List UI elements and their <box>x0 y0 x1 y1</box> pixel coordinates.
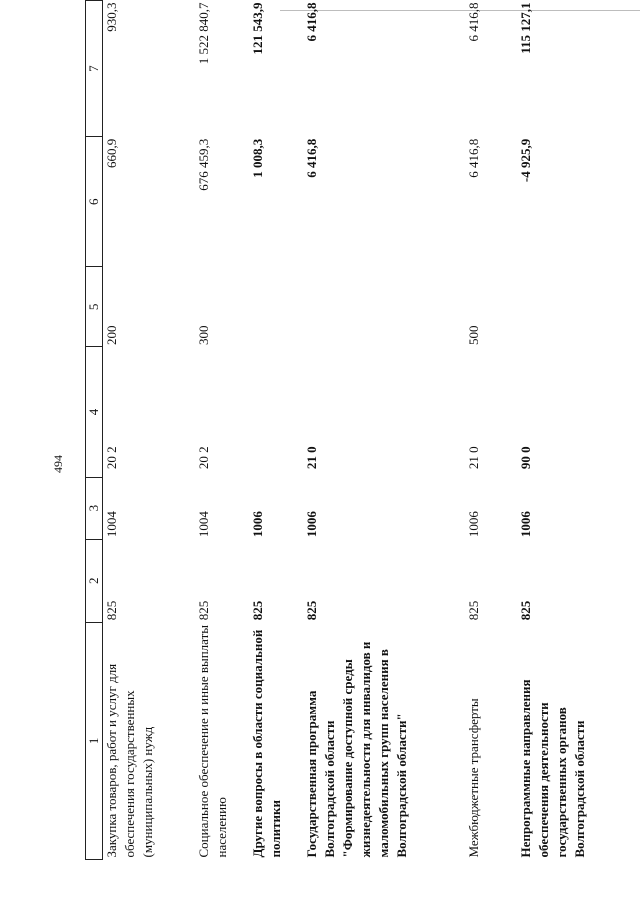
row-c6: 6 416,8 <box>466 138 481 178</box>
row-c5: 500 <box>466 325 481 345</box>
row-c4: 21 0 <box>466 446 481 470</box>
table-row <box>103 1 196 860</box>
row-c7: 6 416,8 <box>466 2 481 42</box>
table-row <box>517 1 595 860</box>
row-c4 <box>249 347 303 477</box>
table-row <box>249 1 303 860</box>
row-c5 <box>517 267 595 347</box>
row-c6: 1 008,3 <box>250 138 265 178</box>
row-name: Закупка товаров, работ и услуг для обеспечения государственных (муниципальных) нужд <box>104 663 155 858</box>
row-name: Социальное обеспечение и иные выплаты населению <box>196 624 229 858</box>
row-c5: 200 <box>104 325 119 345</box>
row-c6: 676 459,3 <box>196 138 211 191</box>
table-header-row <box>86 1 103 860</box>
row-c6: 660,9 <box>104 138 119 168</box>
row-c6: -4 925,9 <box>518 138 533 183</box>
row-c2: 825 <box>250 600 265 621</box>
table-row <box>195 1 249 860</box>
header-col-4: 4 <box>86 347 103 477</box>
row-name: Другие вопросы в области социальной политики <box>250 629 283 858</box>
row-c7: 121 543,9 <box>250 2 265 55</box>
row-c3: 1006 <box>304 511 319 538</box>
row-c4: 20 2 <box>104 446 119 470</box>
row-c7: 930,3 <box>104 2 119 32</box>
row-c4: 21 0 <box>304 446 319 470</box>
header-col-1: 1 <box>86 622 103 859</box>
header-col-5: 5 <box>86 267 103 347</box>
row-c7: 6 416,8 <box>304 2 319 42</box>
row-c3: 1006 <box>250 511 265 538</box>
row-c2: 825 <box>304 600 319 621</box>
row-c5 <box>249 267 303 347</box>
page-number: 494 <box>51 455 65 473</box>
row-name: Государственная программа Волгоградской области "Формирование доступной среды жизнедеятельности для инвалидов и маломобильных групп населения в Волгоградской области" <box>304 641 409 858</box>
header-col-2: 2 <box>86 539 103 622</box>
row-c5 <box>303 267 465 347</box>
row-c4: 90 0 <box>518 446 533 470</box>
row-c5: 300 <box>196 325 211 345</box>
header-col-7: 7 <box>86 1 103 137</box>
header-col-3: 3 <box>86 477 103 539</box>
row-c3: 1006 <box>466 511 481 538</box>
row-c7: 115 127,1 <box>518 2 533 54</box>
header-col-6: 6 <box>86 137 103 267</box>
row-c3: 1004 <box>104 511 119 538</box>
row-c2: 825 <box>196 600 211 621</box>
table-row <box>303 1 465 860</box>
row-name: Межбюджетные трансферты <box>466 698 481 858</box>
row-c7: 1 522 840,7 <box>196 2 211 65</box>
table-row <box>465 1 517 860</box>
row-c3: 1004 <box>196 511 211 538</box>
row-c4: 20 2 <box>196 446 211 470</box>
rotated-table-container <box>85 0 640 860</box>
row-name: Непрограммные направления обеспечения деятельности государственных органов Волгоградской области <box>518 679 587 858</box>
budget-table <box>85 0 595 860</box>
row-c2: 825 <box>104 600 119 621</box>
row-c3: 1006 <box>518 511 533 538</box>
row-c2: 825 <box>518 600 533 621</box>
row-c6: 6 416,8 <box>304 138 319 178</box>
row-c2: 825 <box>466 600 481 621</box>
